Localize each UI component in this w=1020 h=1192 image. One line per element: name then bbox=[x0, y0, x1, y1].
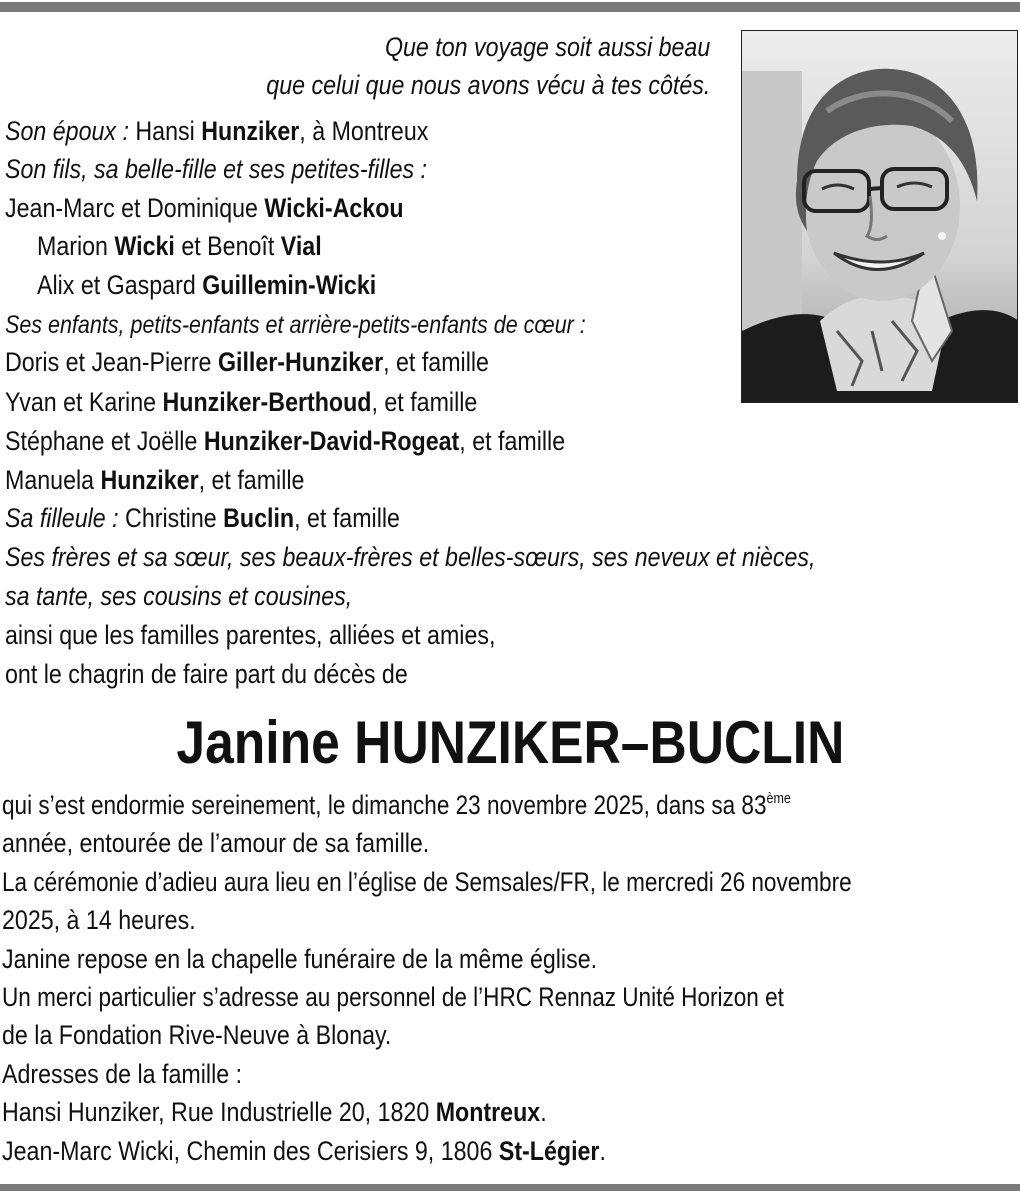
pf1-partner: et Benoît bbox=[181, 231, 275, 261]
c1-last: Giller-Hunziker bbox=[217, 347, 384, 377]
address-2-text: Jean-Marc Wicki, Chemin des Cerisiers 9, 1806 bbox=[2, 1135, 493, 1166]
c3-last: Hunziker-David-Rogeat bbox=[203, 426, 460, 456]
quote-line-2: que celui que nous avons vécu à tes côtés. bbox=[265, 70, 710, 100]
address-line-1 bbox=[2, 1093, 877, 1131]
c3-first: Stéphane et Joëlle bbox=[5, 426, 198, 456]
details-line-4: 2025, à 14 heures. bbox=[2, 905, 196, 936]
c2-famille: , et famille bbox=[371, 387, 478, 417]
coeur-line-4 bbox=[5, 461, 304, 499]
details-line-3: La cérémonie d’adieu aura lieu en l’église de Semsales/FR, le mercredi 26 novembre bbox=[2, 866, 852, 897]
address-1-text: Hansi Hunziker, Rue Industrielle 20, 1820 bbox=[2, 1097, 430, 1128]
details-line-1 bbox=[2, 786, 852, 824]
ordinal-superscript: ème bbox=[766, 790, 791, 807]
epoux-label: Son époux : bbox=[5, 116, 129, 146]
c1-first: Doris et Jean-Pierre bbox=[5, 347, 212, 377]
petite-fille-2 bbox=[37, 266, 376, 304]
filleule-famille: , et famille bbox=[294, 503, 400, 533]
details-block bbox=[2, 786, 1020, 1170]
pf1-last: Wicki bbox=[114, 231, 175, 261]
address-1-city: Montreux bbox=[435, 1097, 541, 1128]
c1-famille: , et famille bbox=[383, 347, 489, 377]
deceased-name-text: Janine HUNZIKER–BUCLIN bbox=[175, 709, 845, 776]
filleule-first: Christine bbox=[125, 503, 217, 533]
c4-last: Hunziker bbox=[100, 465, 199, 495]
address-line-2 bbox=[2, 1132, 877, 1170]
details-line-2: année, entourée de l’amour de sa famille. bbox=[2, 828, 430, 859]
c4-first: Manuela bbox=[5, 465, 95, 495]
coeur-label: Ses enfants, petits-enfants et arrière-petits-enfants de cœur : bbox=[5, 311, 586, 339]
c2-first: Yvan et Karine bbox=[5, 387, 157, 417]
c3-famille: , et famille bbox=[459, 426, 566, 456]
address-2-city: St-Légier bbox=[498, 1135, 600, 1166]
c2-last: Hunziker-Berthoud bbox=[162, 387, 372, 417]
coeur-line-3 bbox=[5, 422, 565, 460]
bottom-rule bbox=[0, 1184, 1020, 1191]
freres-line-2: sa tante, ses cousins et cousines, bbox=[5, 581, 353, 611]
deceased-name bbox=[0, 707, 1020, 779]
quote-line-1: Que ton voyage soit aussi beau bbox=[384, 32, 710, 62]
filleule-label: Sa filleule : bbox=[5, 503, 119, 533]
fils-last: Wicki-Ackou bbox=[264, 193, 404, 223]
filleule-last: Buclin bbox=[223, 503, 295, 533]
coeur-line-2 bbox=[5, 383, 477, 421]
pf1-first: Marion bbox=[37, 231, 108, 261]
epoux-place: , à Montreux bbox=[299, 116, 429, 146]
freres-line-1: Ses frères et sa sœur, ses beaux-frères et belles-sœurs, ses neveux et nièces, bbox=[5, 542, 816, 572]
epoux-line bbox=[5, 112, 428, 150]
chagrin-line: ont le chagrin de faire part du décès de bbox=[5, 659, 408, 689]
address-1-period: . bbox=[540, 1097, 547, 1128]
epoux-last: Hunziker bbox=[201, 116, 300, 146]
fils-line bbox=[5, 189, 404, 227]
coeur-line-1 bbox=[5, 343, 489, 381]
pf2-last: Guillemin-Wicki bbox=[202, 270, 377, 300]
filleule-line bbox=[5, 499, 400, 537]
pf2-first: Alix et Gaspard bbox=[37, 270, 196, 300]
ainsi-line: ainsi que les familles parentes, alliées et amies, bbox=[5, 620, 496, 650]
details-line-7: de la Fondation Rive-Neuve à Blonay. bbox=[2, 1020, 392, 1051]
portrait-illustration bbox=[742, 31, 1018, 403]
details-line-6: Un merci particulier s’adresse au personnel de l’HRC Rennaz Unité Horizon et bbox=[2, 982, 784, 1013]
details-line-1-text: qui s’est endormie sereinement, le dimanche 23 novembre 2025, dans sa 83 bbox=[2, 790, 767, 820]
fils-first: Jean-Marc et Dominique bbox=[5, 193, 258, 223]
portrait-photo bbox=[741, 30, 1018, 403]
petite-fille-1 bbox=[37, 227, 322, 265]
epoux-first: Hansi bbox=[135, 116, 195, 146]
fils-label: Son fils, sa belle-fille et ses petites-filles : bbox=[5, 154, 428, 184]
details-line-8: Adresses de la famille : bbox=[2, 1058, 243, 1089]
top-rule bbox=[0, 2, 1020, 12]
c4-famille: , et famille bbox=[198, 465, 305, 495]
pf1-partner-last: Vial bbox=[280, 231, 322, 261]
address-2-period: . bbox=[599, 1135, 606, 1166]
details-line-5: Janine repose en la chapelle funéraire de la même église. bbox=[2, 943, 598, 974]
